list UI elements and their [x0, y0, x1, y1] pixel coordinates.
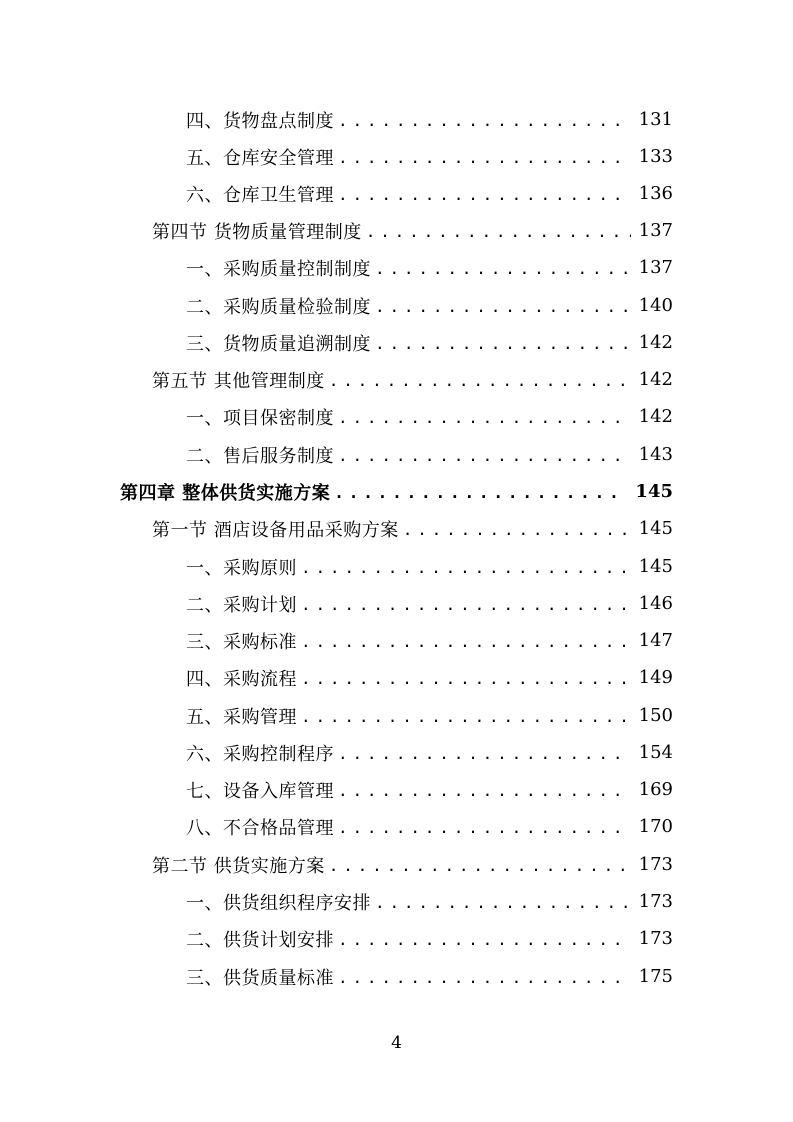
toc-dot-leader	[329, 856, 631, 875]
toc-entry[interactable]	[186, 324, 673, 361]
toc-entry[interactable]	[186, 398, 673, 435]
toc-entry-page: 145	[638, 556, 673, 577]
toc-dot-leader	[338, 111, 631, 130]
toc-entry-title: 三、供货质量标准	[186, 967, 334, 989]
toc-entry-title: 七、设备入库管理	[186, 780, 334, 802]
toc-entry-page: 137	[638, 257, 673, 278]
toc-entry[interactable]	[186, 175, 673, 212]
toc-dot-leader	[301, 669, 631, 688]
toc-dot-leader	[334, 483, 627, 502]
toc-entry[interactable]	[152, 212, 673, 249]
toc-dot-leader	[366, 222, 631, 241]
toc-entry-page: 169	[638, 779, 673, 800]
toc-entry-title: 一、采购质量控制制度	[186, 258, 371, 280]
toc-entry[interactable]	[152, 846, 673, 883]
toc-entry-page: 145	[638, 518, 673, 539]
toc-entry[interactable]	[186, 622, 673, 659]
toc-entry-title: 二、采购计划	[186, 594, 297, 616]
toc-entry[interactable]	[186, 287, 673, 324]
toc-entry-title: 第四章 整体供货实施方案	[120, 482, 331, 504]
toc-entry-page: 147	[638, 630, 673, 651]
toc-dot-leader	[375, 893, 631, 912]
toc-entry-title: 三、采购标准	[186, 631, 297, 653]
toc-entry[interactable]	[186, 771, 673, 808]
toc-entry-title: 一、项目保密制度	[186, 407, 334, 429]
toc-entry-title: 八、不合格品管理	[186, 817, 334, 839]
toc-entry-title: 三、货物质量追溯制度	[186, 333, 371, 355]
toc-dot-leader	[301, 558, 631, 577]
toc-entry[interactable]	[152, 510, 673, 547]
page-number: 4	[391, 1033, 402, 1053]
toc-dot-leader	[338, 446, 631, 465]
toc-entry-page: 173	[638, 928, 673, 949]
toc-entry-page: 131	[638, 109, 673, 130]
toc-entry-page: 142	[638, 369, 673, 390]
toc-entry[interactable]	[186, 697, 673, 734]
toc-entry-title: 六、采购控制程序	[186, 743, 334, 765]
toc-dot-leader	[375, 334, 631, 353]
toc-entry-title: 第一节 酒店设备用品采购方案	[152, 519, 399, 541]
toc-entry[interactable]	[186, 436, 673, 473]
toc-entry-title: 二、供货计划安排	[186, 929, 334, 951]
toc-entry[interactable]	[186, 659, 673, 696]
toc-entry-page: 173	[638, 891, 673, 912]
toc-entry[interactable]	[152, 361, 673, 398]
toc-dot-leader	[338, 148, 631, 167]
toc-entry-title: 四、货物盘点制度	[186, 110, 334, 132]
toc-entry-title: 五、仓库安全管理	[186, 147, 334, 169]
toc-entry-page: 140	[638, 295, 673, 316]
toc-entry-page: 175	[638, 966, 673, 987]
toc-entry-title: 四、采购流程	[186, 668, 297, 690]
toc-entry[interactable]	[186, 958, 673, 995]
toc-dot-leader	[375, 297, 631, 316]
toc-entry-page: 137	[638, 220, 673, 241]
toc-entry-page: 146	[638, 593, 673, 614]
toc-entry[interactable]	[186, 920, 673, 957]
toc-entry-page: 133	[638, 146, 673, 167]
toc-entry-page: 136	[638, 183, 673, 204]
toc-dot-leader	[338, 781, 631, 800]
toc-dot-leader	[301, 595, 631, 614]
toc-entry-page: 145	[635, 481, 673, 502]
toc-dot-leader	[301, 632, 631, 651]
toc-dot-leader	[338, 818, 631, 837]
toc-entry[interactable]	[186, 585, 673, 622]
toc-dot-leader	[338, 185, 631, 204]
toc-entry-title: 第四节 货物质量管理制度	[152, 221, 362, 243]
toc-entry-page: 173	[638, 854, 673, 875]
toc-entry-title: 一、采购原则	[186, 557, 297, 579]
toc-entry[interactable]	[186, 101, 673, 138]
toc-entry-title: 五、采购管理	[186, 706, 297, 728]
toc-dot-leader	[403, 520, 631, 539]
toc-entry-page: 142	[638, 406, 673, 427]
toc-entry[interactable]	[186, 883, 673, 920]
toc-entry-page: 154	[638, 742, 673, 763]
toc-entry-page: 143	[638, 444, 673, 465]
toc-entry-page: 150	[638, 705, 673, 726]
toc-dot-leader	[301, 707, 631, 726]
toc-entry[interactable]	[186, 808, 673, 845]
toc-entry-chapter[interactable]	[120, 473, 673, 510]
toc-entry-title: 二、售后服务制度	[186, 445, 334, 467]
toc-entry-title: 第二节 供货实施方案	[152, 855, 325, 877]
toc-entry-title: 第五节 其他管理制度	[152, 370, 325, 392]
toc-dot-leader	[338, 744, 631, 763]
toc-dot-leader	[338, 408, 631, 427]
toc-entry-title: 六、仓库卫生管理	[186, 184, 334, 206]
toc-dot-leader	[338, 930, 631, 949]
toc-dot-leader	[375, 259, 631, 278]
toc-entry[interactable]	[186, 138, 673, 175]
toc-dot-leader	[338, 968, 631, 987]
toc-entry-page: 170	[638, 816, 673, 837]
toc-entry-title: 二、采购质量检验制度	[186, 296, 371, 318]
toc-entry[interactable]	[186, 249, 673, 286]
toc-entry-page: 149	[638, 667, 673, 688]
toc-entry-title: 一、供货组织程序安排	[186, 892, 371, 914]
toc-entry[interactable]	[186, 548, 673, 585]
toc-entry-page: 142	[638, 332, 673, 353]
toc-dot-leader	[329, 371, 631, 390]
toc-entry[interactable]	[186, 734, 673, 771]
